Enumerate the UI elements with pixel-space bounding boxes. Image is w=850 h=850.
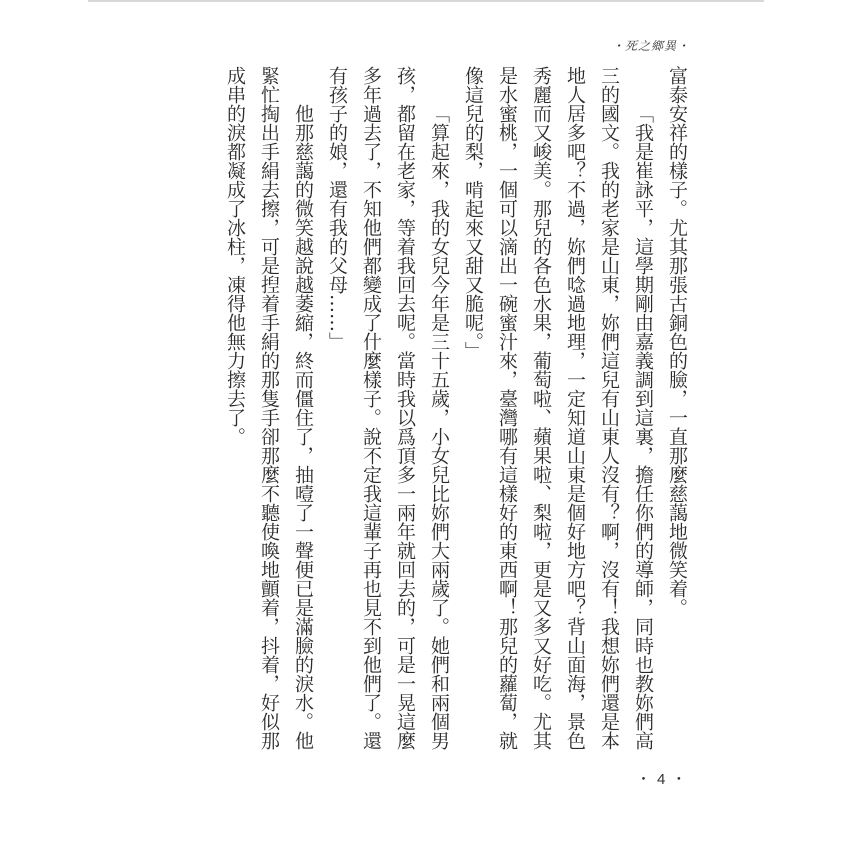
vertical-body-text bbox=[218, 66, 694, 756]
paragraph-dialogue-2: 「算起來，我的女兒今年是三十五歲，小女兒比妳們大兩歲了。她們和兩個男孩，都留在老家，等着我回去呢。當時我以爲頂多一兩年就回去的，可是一晃這麼多年過去了，不知他們都變成了什麼樣子。說不定我這輩子再也見不到他們了。還有孩子的娘，還有我的父母……」 bbox=[326, 66, 450, 750]
page-number: ・4・ bbox=[636, 771, 693, 788]
paragraph-continuation: 富泰安祥的樣子。尤其那張古銅色的臉，一直那麼慈藹地微笑着。 bbox=[666, 66, 688, 617]
page-top-border bbox=[88, 0, 764, 2]
running-header-title: ・死之鄉異・ bbox=[611, 39, 690, 53]
paragraph-dialogue-1: 「我是崔詠平，這學期剛由嘉義調到這裏，擔任你們的導師，同時也教妳們高三的國文。我的老家是山東，妳們這兒有山東人沒有？啊，沒有！我想妳們還是本地人居多吧？不過，妳們唸過地理，一定知道山東是個好地方吧？背山面海，景色秀麗而又峻美。那兒的各色水果，葡萄啦、蘋果啦、梨啦，更是又多又好吃。尤其是水蜜桃，一個可以滴出一碗蜜汁來，臺灣哪有這樣好的東西啊！那兒的蘿蔔，就像這兒的梨，啃起來又甜又脆呢。」 bbox=[462, 66, 654, 750]
paragraph-narration: 他那慈藹的微笑越說越萎縮，終而僵住了，抽噎了一聲便已是滿臉的淚水。他緊忙掏出手絹去擦，可是揑着手絹的那隻手卻那麼不聽使喚地顫着，抖着，好似那成串的淚都凝成了冰柱，凍得他無力擦去了。 bbox=[224, 66, 314, 750]
